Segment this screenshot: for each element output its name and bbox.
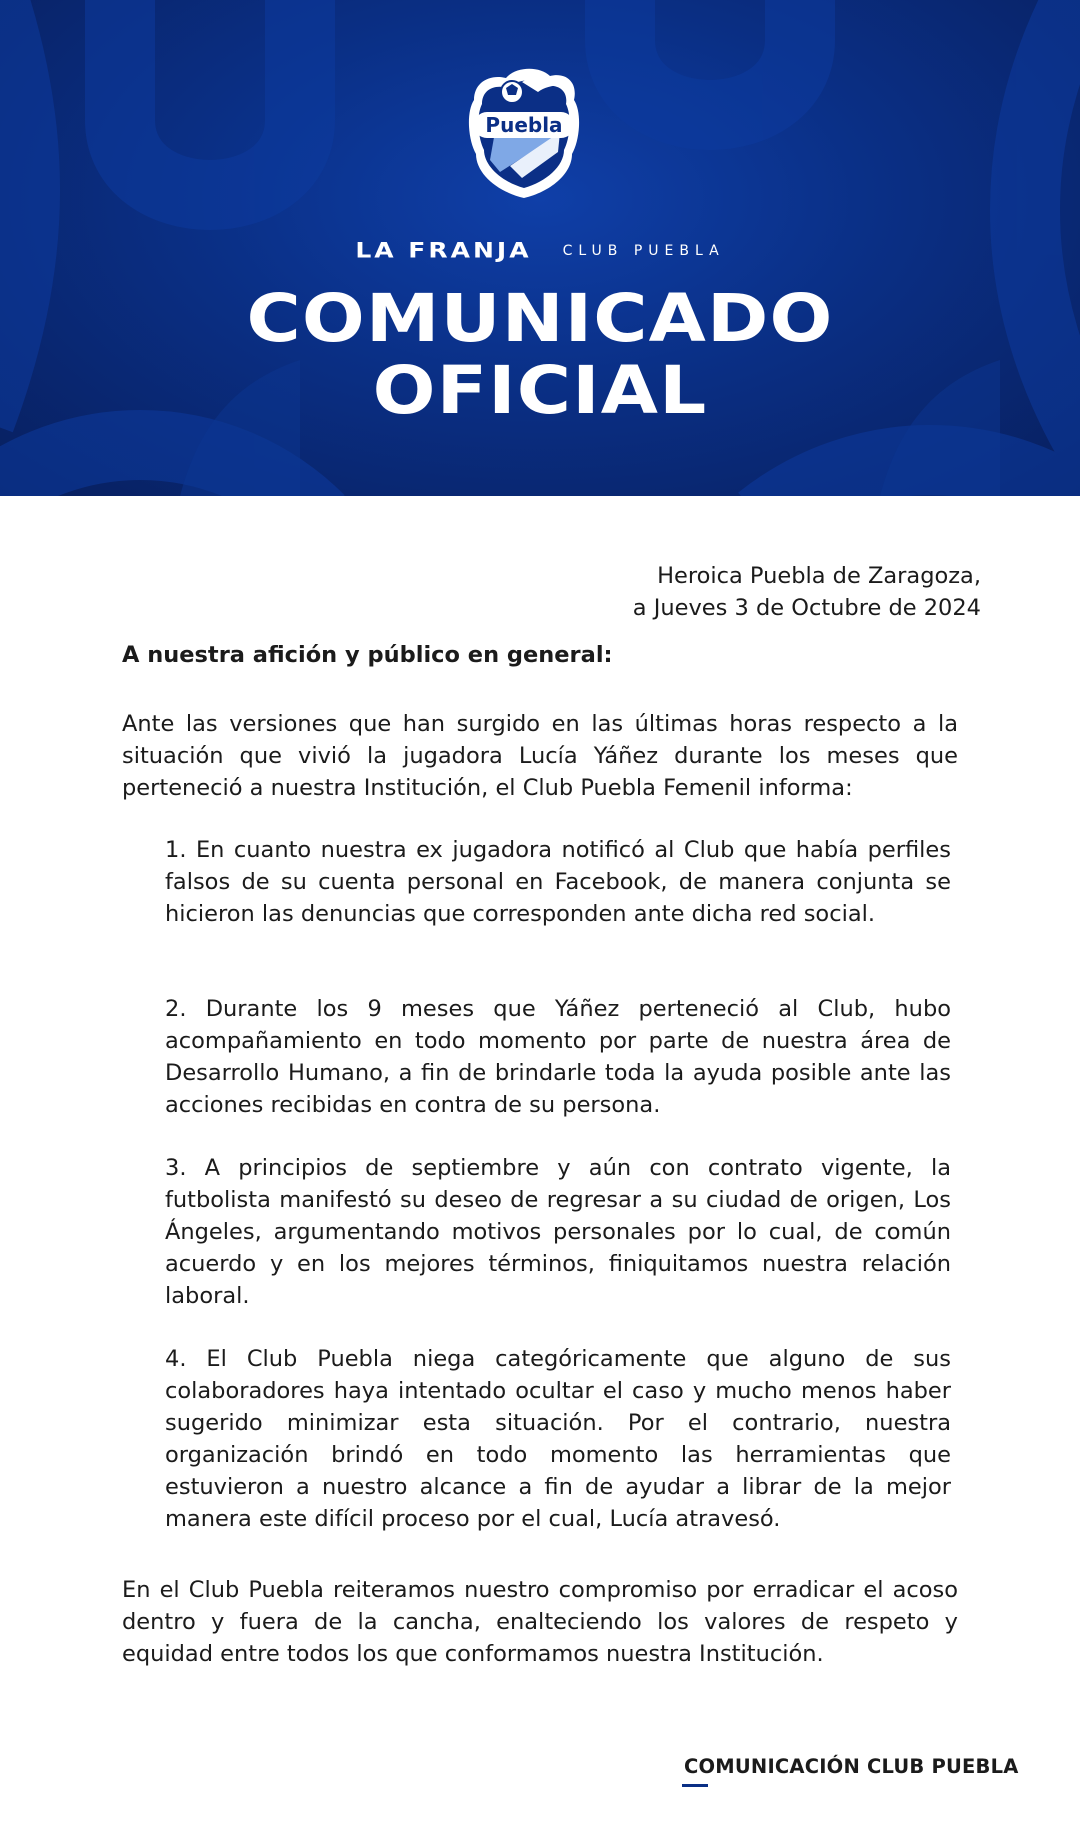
closing-paragraph: En el Club Puebla reiteramos nuestro compromiso por erradicar el acoso dentro y fuera de la cancha, enalteciendo los valores de respeto y equidad entre todos los que conformamos nuestra Institución. xyxy=(122,1577,958,1667)
greeting: A nuestra afición y público en general: xyxy=(122,642,613,668)
brand-la-franja: LA FRANJA xyxy=(355,238,532,263)
brand-club-puebla: CLUB PUEBLA xyxy=(562,242,725,259)
date-line: a Jueves 3 de Octubre de 2024 xyxy=(632,595,981,621)
title-line-1: COMUNICADO xyxy=(246,280,834,357)
list-item-3: 3. A principios de septiembre y aún con contrato vigente, la futbolista manifestó su deseo de regresar a su ciudad de origen, Los Ángeles, argumentando motivos personales por lo cual, de común acuerdo y en los mejores términos, finiquitamos nuestra relación laboral. xyxy=(165,1155,951,1309)
club-puebla-logo xyxy=(460,62,588,202)
list-item-2: 2. Durante los 9 meses que Yáñez perteneció al Club, hubo acompañamiento en todo momento por parte de nuestra área de Desarrollo Humano, a fin de brindarle toda la ayuda posible ante las acciones recibidas en contra de su persona. xyxy=(165,996,951,1118)
place-line: Heroica Puebla de Zaragoza, xyxy=(657,563,981,589)
logo-wordmark: Puebla xyxy=(485,113,563,137)
header-banner xyxy=(0,0,1080,496)
intro-paragraph: Ante las versiones que han surgido en las últimas horas respecto a la situación que vivió la jugadora Lucía Yáñez durante los meses que perteneció a nuestra Institución, el Club Puebla Femenil informa: xyxy=(122,711,958,801)
list-item-1: 1. En cuanto nuestra ex jugadora notificó al Club que había perfiles falsos de su cuenta personal en Facebook, de manera conjunta se hicieron las denuncias que corresponden ante dicha red social. xyxy=(165,837,951,927)
list-item-4: 4. El Club Puebla niega categóricamente que alguno de sus colaboradores haya intentado ocultar el caso y mucho menos haber sugerido minimizar esta situación. Por el contrario, nuestra organización brindó en todo momento las herramientas que estuvieron a nuestro alcance a fin de ayudar a librar de la mejor manera este difícil proceso por el cual, Lucía atravesó. xyxy=(165,1346,951,1532)
signature: COMUNICACIÓN CLUB PUEBLA xyxy=(684,1755,1019,1778)
place-date xyxy=(633,560,981,624)
title-line-2: OFICIAL xyxy=(372,352,708,429)
signature-underline xyxy=(682,1784,708,1787)
brand-row xyxy=(0,236,1080,265)
